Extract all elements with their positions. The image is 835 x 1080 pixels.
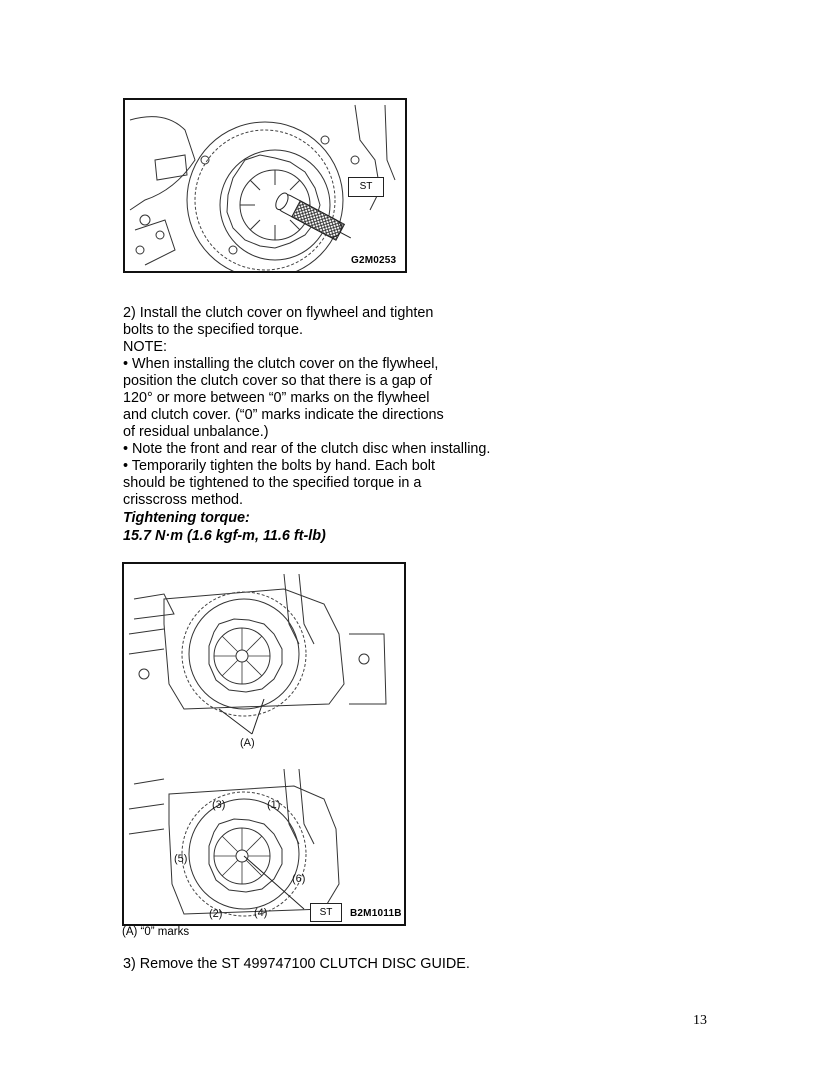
note-heading: NOTE: [123,339,167,355]
torque-label: Tightening torque: [123,510,250,526]
bolt-order-label: (6) [292,873,306,885]
bolt-order-label: (2) [209,908,223,920]
note-line: and clutch cover. (“0” marks indicate the directions [123,407,444,423]
note-line: • Note the front and rear of the clutch disc when installing. [123,441,491,457]
torque-value: 15.7 N·m (1.6 kgf-m, 11.6 ft-lb) [123,528,326,544]
note-line: of residual unbalance.) [123,424,269,440]
clutch-cover-illustration [124,564,404,924]
step-2-line: bolts to the specified torque. [123,322,303,338]
figure-code: B2M1011B [350,908,402,919]
st-callout: ST [348,177,384,197]
step-3-instruction: 3) Remove the ST 499747100 CLUTCH DISC GUIDE. [123,956,470,972]
note-line: should be tightened to the specified torque in a [123,475,422,491]
note-line: 120° or more between “0” marks on the flywheel [123,390,430,406]
note-line: position the clutch cover so that there is a gap of [123,373,432,389]
step-2-line: 2) Install the clutch cover on flywheel and tighten [123,305,434,321]
bolt-order-label: (5) [174,853,188,865]
bolt-order-label: (3) [212,799,226,811]
note-line: • Temporarily tighten the bolts by hand. Each bolt [123,458,435,474]
figure-clutch-disc-guide [123,98,407,273]
bolt-order-label: (4) [254,907,268,919]
figure-code: G2M0253 [351,255,397,266]
marker-a-label: (A) [240,737,255,749]
note-line: crisscross method. [123,492,243,508]
bolt-order-label: (1) [267,799,281,811]
note-line: • When installing the clutch cover on the flywheel, [123,356,439,372]
st-callout: ST [310,903,342,922]
figure-caption: (A) “0” marks [122,926,190,938]
figure-clutch-cover-install [122,562,406,926]
page-number: 13 [693,1013,707,1028]
